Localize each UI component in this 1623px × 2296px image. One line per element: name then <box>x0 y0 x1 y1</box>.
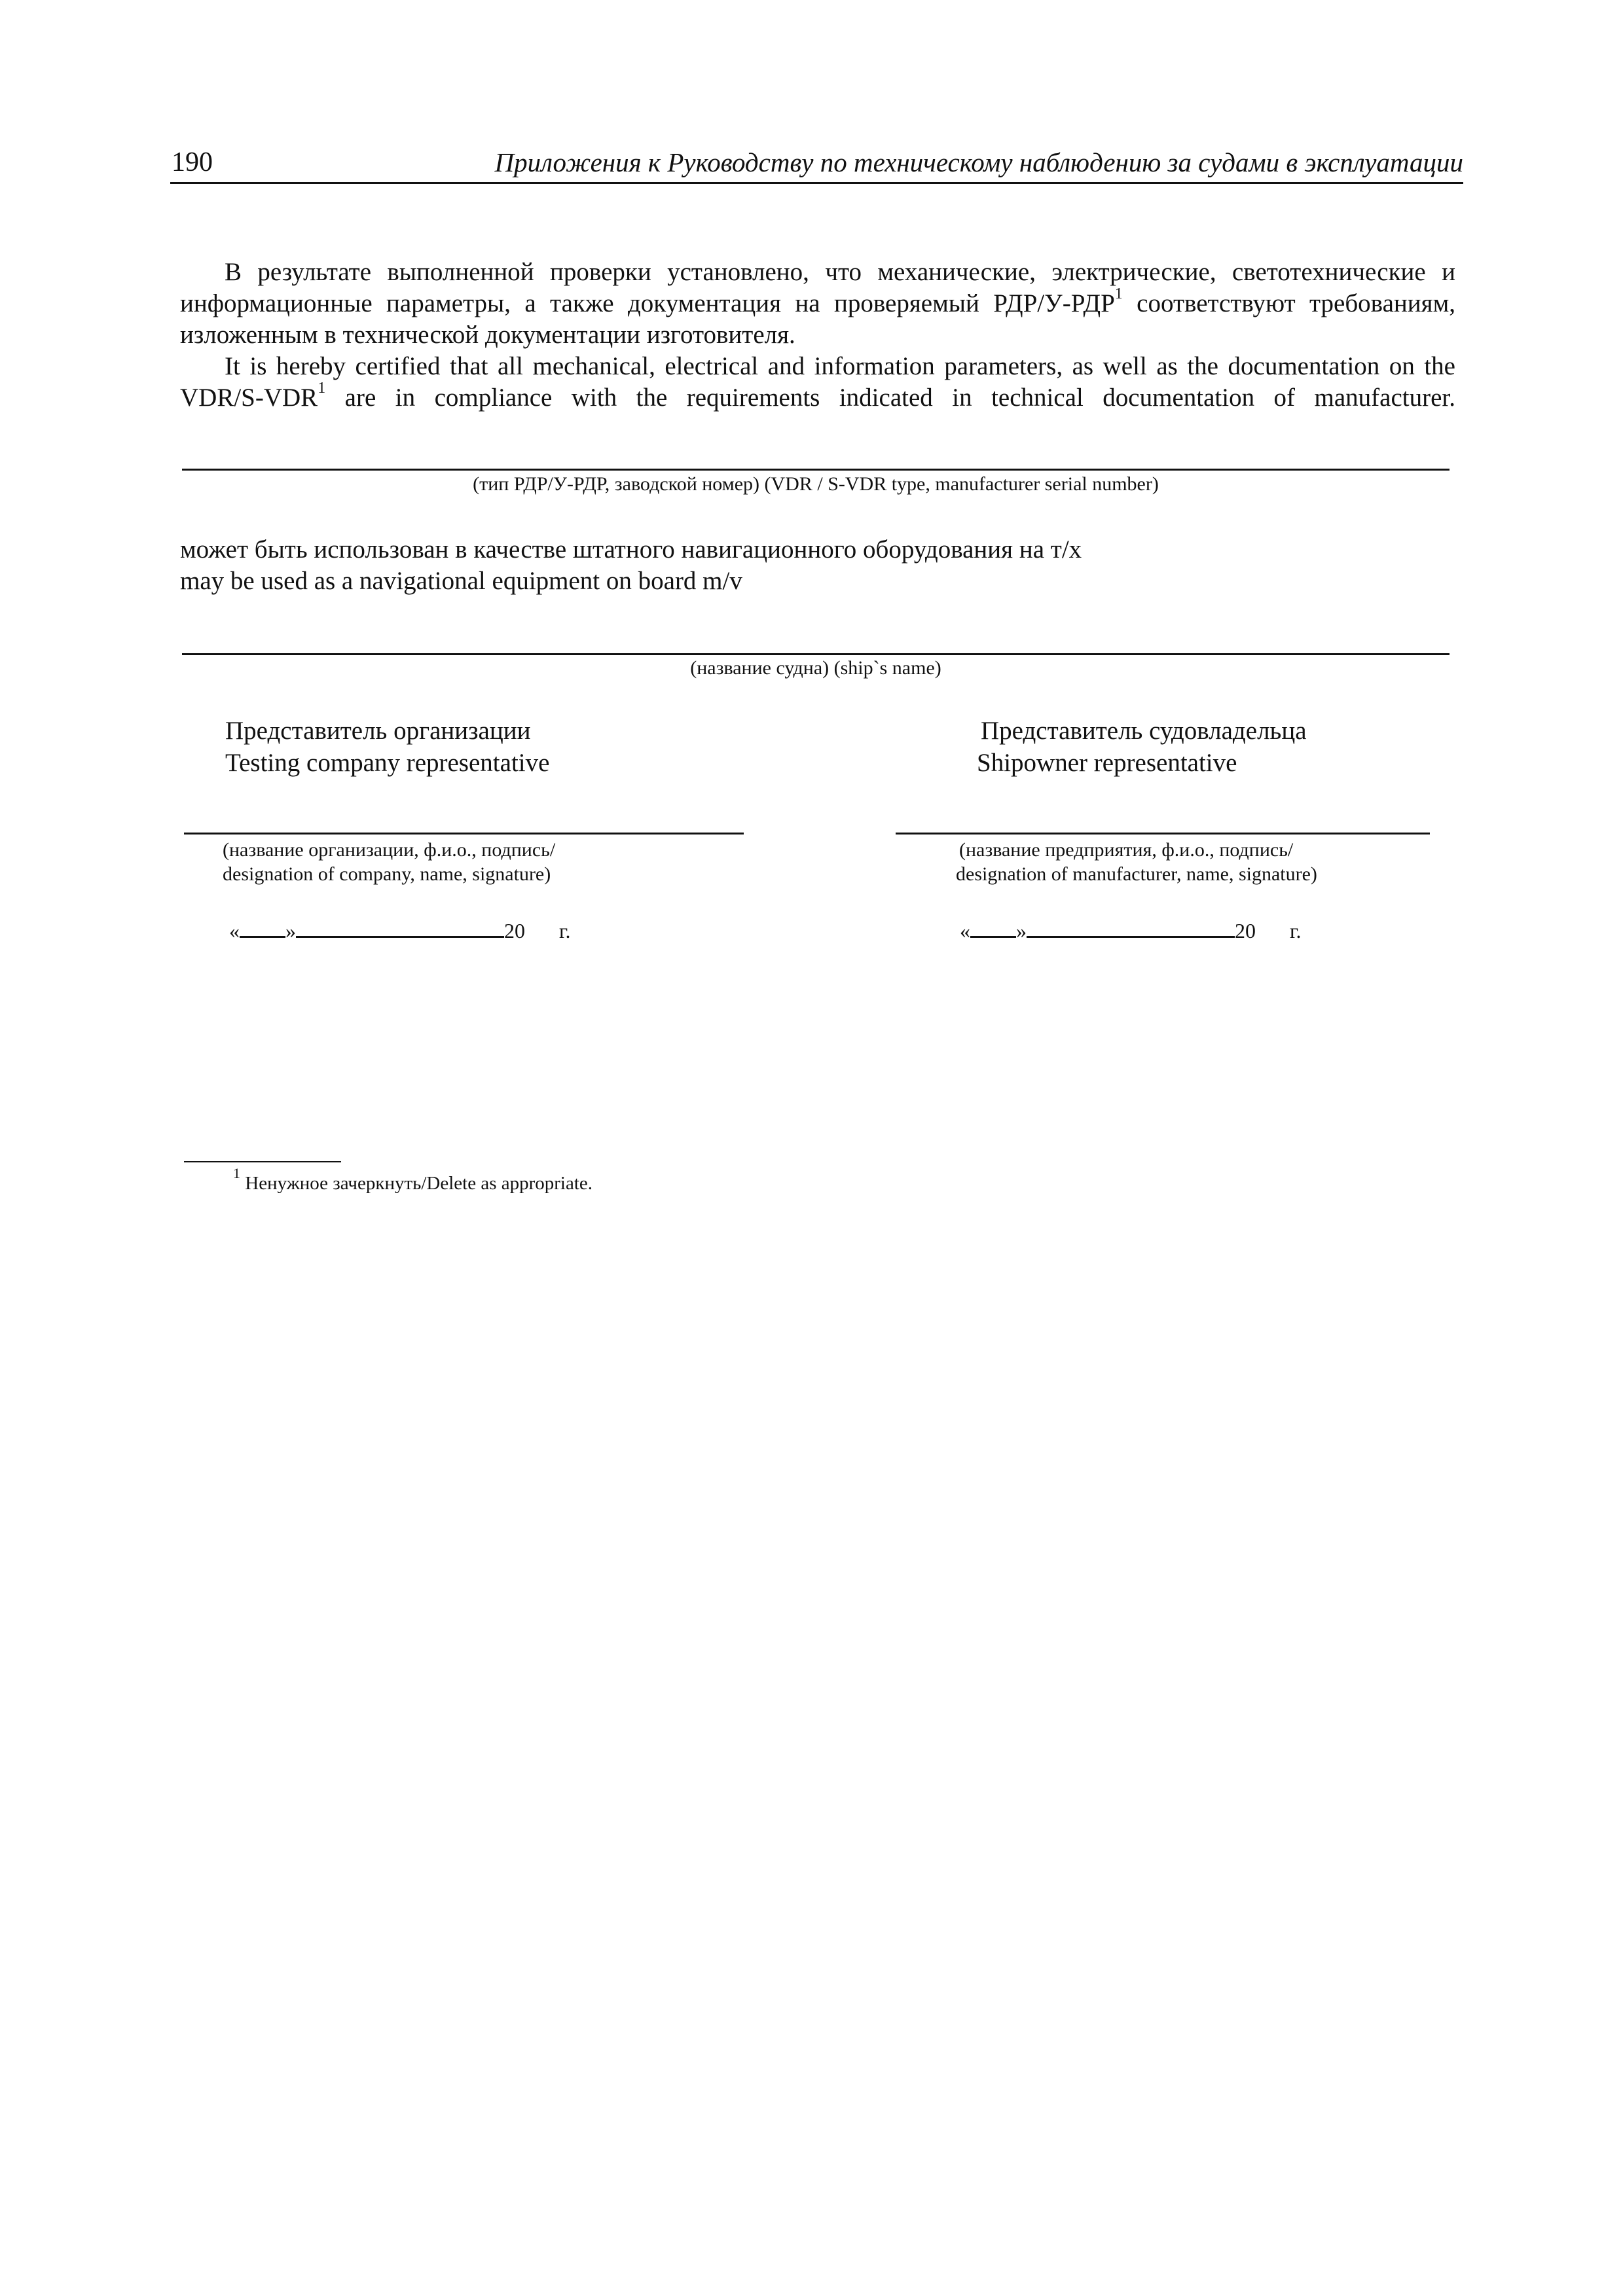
day-blank <box>240 915 285 938</box>
right-caption-ru: (название предприятия, ф.и.о., подпись/ <box>959 839 1294 861</box>
ship-name-caption: (название судна) (ship`s name) <box>690 657 941 679</box>
running-title: Приложения к Руководству по техническому наблюдению за судами в эксплуатации <box>494 147 1463 177</box>
vdr-type-caption: (тип РДР/У-РДР, заводской номер) (VDR / S-VDR type, manufacturer serial number) <box>473 473 1159 495</box>
right-rep-title-en: Shipowner representative <box>977 749 1237 777</box>
page-number: 190 <box>172 147 213 177</box>
footnote-separator <box>184 1161 341 1162</box>
left-rep-title-en: Testing company representative <box>225 749 550 777</box>
certification-ru: В результате выполненной проверки установлено, что механические, электрические, светотехнические и информационные параметры, а также документация на проверяемый РДР/У-РДР$^1$ соответствуют требованиям, изложенным в технической документации изготовителя. <box>180 258 1455 349</box>
right-signature-line <box>896 833 1430 834</box>
left-caption-ru: (название организации, ф.и.о., подпись/ <box>223 839 556 861</box>
left-date-field: « » 20 г. <box>229 915 571 943</box>
footnote-text: Ненужное зачеркнуть/Delete as appropriate. <box>245 1173 593 1194</box>
usage-en: may be used as a navigational equipment on board m/v <box>180 567 742 595</box>
right-date-field: « » 20 г. <box>960 915 1302 943</box>
day-blank <box>970 915 1016 938</box>
right-rep-title-ru: Представитель судовладельца <box>981 717 1307 745</box>
left-caption-en: designation of company, name, signature) <box>223 863 551 885</box>
right-caption-en: designation of manufacturer, name, signature) <box>956 863 1317 885</box>
page-header <box>170 145 1463 184</box>
certification-en: It is hereby certified that all mechanical, electrical and information parameters, as well as the documentation on the VDR/S-VDR$^1$ are in compliance with the requirements indicated in technical documentation of manufacturer. <box>180 352 1455 412</box>
usage-ru: может быть использован в качестве штатного навигационного оборудования на т/х <box>180 535 1082 564</box>
month-blank <box>1027 915 1235 938</box>
left-rep-title-ru: Представитель организации <box>225 717 531 745</box>
footnote-ref: 1 <box>318 380 326 397</box>
footnote-ref: 1 <box>1114 285 1123 302</box>
footnote-mark: 1 <box>233 1165 240 1182</box>
month-blank <box>296 915 504 938</box>
left-signature-line <box>184 833 744 834</box>
certification-text <box>180 257 1455 414</box>
ship-name-line <box>182 653 1450 655</box>
vdr-type-line <box>182 469 1450 471</box>
footnote <box>233 1165 593 1194</box>
